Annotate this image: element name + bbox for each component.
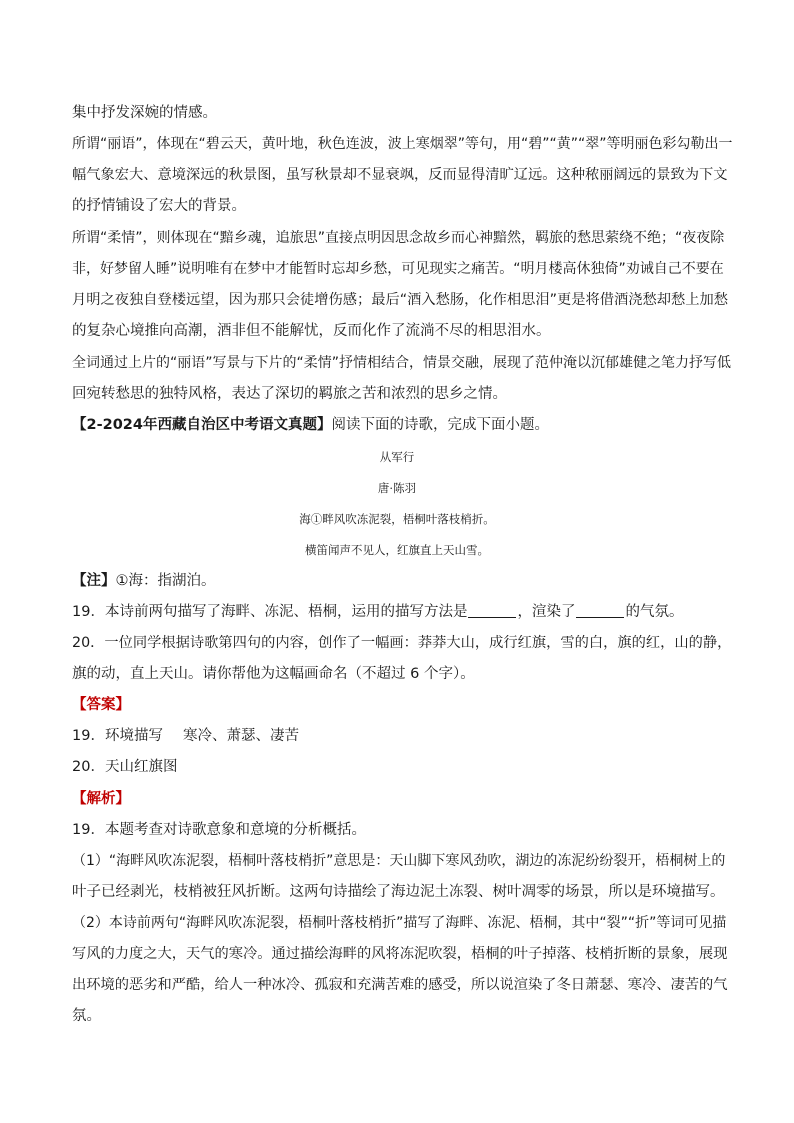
question-text: ，渲染了 [517, 604, 576, 620]
paragraph-line: 月明之夜独自登楼远望，因为那只会徒增伤感；最后“酒入愁肠，化作相思泪”更是将借酒浇愁却愁上加愁 [72, 292, 729, 308]
paragraph-line: 所谓“柔情”，则体现在“黯乡魂，追旅思”直接点明因思念故乡而心神黯然，羁旅的愁思萦绕不绝；“夜夜除 [72, 230, 725, 246]
question-20-line: 旗的动，直上天山。请你帮他为这幅画命名（不超过 6 个字）。 [72, 666, 475, 682]
paragraph-line: 回宛转愁思的独特风格，表达了深切的羁旅之苦和浓烈的思乡之情。 [72, 386, 507, 402]
answer-label: 【答案】 [72, 697, 130, 713]
question-header [72, 415, 549, 435]
analysis-line: （2）本诗前两句“海畔风吹冻泥裂，梧桐叶落枝梢折”描写了海畔、冻泥、梧桐，其中“裂”“折”等词可见描 [72, 915, 727, 931]
paragraph-line: 幅气象宏大、意境深远的秋景图，虽写秋景却不显衰飒，反而显得清旷辽远。这种秾丽阔远的景致为下文 [72, 167, 728, 183]
analysis-line: 写风的力度之大，天气的寒冷。通过描绘海畔的风将冻泥吹裂，梧桐的叶子掉落、枝梢折断的景象，展现 [72, 946, 728, 962]
answer-text: 19．环境描写 [72, 728, 163, 744]
analysis-line: 出环境的恶劣和严酷，给人一种冰冷、孤寂和充满苦难的感受，所以说渲染了冬日萧瑟、寒冷、凄苦的气 [72, 977, 728, 993]
answer-text: 寒冷、萧瑟、凄苦 [182, 728, 299, 744]
answer-20: 20．天山红旗图 [72, 759, 178, 775]
paragraph-line: 全词通过上片的“丽语”写景与下片的“柔情”抒情相结合，情景交融，展现了范仲淹以沉郁雄健之笔力抒写低 [72, 355, 732, 371]
question-20-line: 20．一位同学根据诗歌第四句的内容，创作了一幅画：莽莽大山，成行红旗，雪的白，旗的红，山的静， [72, 635, 732, 651]
question-19 [72, 602, 683, 622]
poem-line: 横笛闻声不见人，红旗直上天山雪。 [305, 543, 489, 557]
answer-19 [72, 726, 299, 746]
question-instruction: 阅读下面的诗歌，完成下面小题。 [331, 417, 549, 433]
paragraph-line: 的复杂心境推向高潮，酒非但不能解忧，反而化作了流淌不尽的相思泪水。 [72, 323, 551, 339]
paragraph-line: 集中抒发深婉的情感。 [72, 105, 217, 121]
analysis-label: 【解析】 [72, 791, 130, 807]
answer-blank [468, 603, 516, 618]
poem-line: 海①畔风吹冻泥裂，梧桐叶落枝梢折。 [299, 512, 495, 526]
question-text: 19．本诗前两句描写了海畔、冻泥、梧桐，运用的描写方法是 [72, 604, 468, 620]
paragraph-line: 的抒情铺设了宏大的背景。 [72, 198, 246, 214]
paragraph-line: 所谓“丽语”，体现在“碧云天，黄叶地，秋色连波，波上寒烟翠”等句，用“碧”“黄”“翠”等明丽色彩勾勒出一 [72, 136, 733, 152]
note [72, 571, 216, 591]
poem-author: 唐·陈羽 [377, 481, 417, 495]
analysis-line: 叶子已经剥光，枝梢被狂风折断。这两句诗描绘了海边泥土冻裂、树叶凋零的场景，所以是环境描写。 [72, 884, 725, 900]
note-text: ①海：指湖泊。 [115, 573, 216, 589]
note-label: 【注】 [72, 573, 116, 589]
question-source: 【2-2024年西藏自治区中考语文真题】 [72, 417, 332, 433]
paragraph-line: 非，好梦留人睡”说明唯有在梦中才能暂时忘却乡愁，可见现实之痛苦。“明月楼高休独倚”劝诫自己不要在 [72, 261, 724, 277]
analysis-line: 19．本题考查对诗歌意象和意境的分析概括。 [72, 822, 366, 838]
poem-title: 从军行 [379, 450, 415, 464]
analysis-line: 氛。 [72, 1008, 101, 1024]
question-text: 的气氛。 [625, 604, 684, 620]
analysis-line: （1）“海畔风吹冻泥裂，梧桐叶落枝梢折”意思是：天山脚下寒风劲吹，湖边的冻泥纷纷裂开，梧桐树上的 [72, 853, 726, 869]
answer-blank [576, 603, 624, 618]
